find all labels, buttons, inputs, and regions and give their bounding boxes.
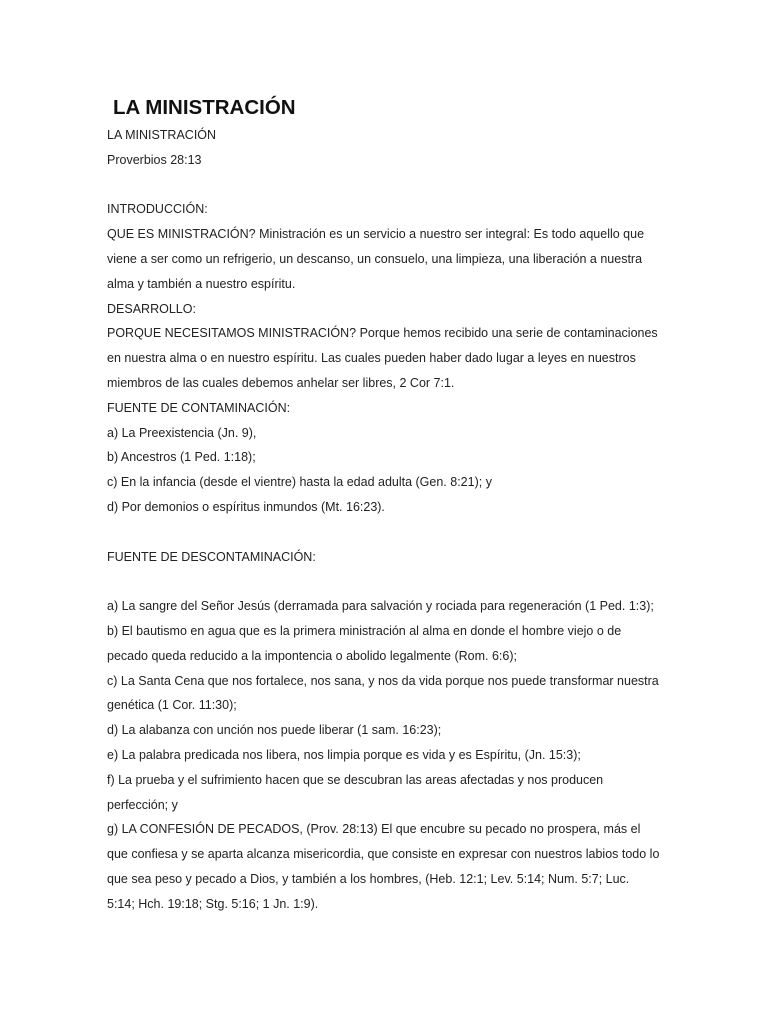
text-line: QUE ES MINISTRACIÓN? Ministración es un servicio a nuestro ser integral: Es todo aquello que [107, 227, 645, 242]
text-line: que sea peso y pecado a Dios, y también a los hombres, (Heb. 12:1; Lev. 5:14; Num. 5:7; Luc. [107, 871, 630, 886]
text-line: d) La alabanza con unción nos puede liberar (1 sam. 16:23); [107, 723, 442, 738]
text-line: alma y también a nuestro espíritu. [107, 276, 296, 291]
text-line: pecado queda reducido a la impontencia o abolido legalmente (Rom. 6:6); [107, 648, 517, 663]
text-line: DESARROLLO: [107, 301, 196, 316]
text-line: a) La sangre del Señor Jesús (derramada para salvación y rociada para regeneración (1 Ped. 1:3); [107, 599, 654, 614]
text-line: INTRODUCCIÓN: [107, 202, 208, 217]
text-line: genética (1 Cor. 11:30); [107, 698, 237, 713]
blank-line [107, 569, 667, 594]
text-line: Proverbios 28:13 [107, 152, 202, 167]
text-line: en nuestra alma o en nuestro espíritu. Las cuales pueden haber dado lugar a leyes en nuestros [107, 351, 636, 366]
text-line: que confiesa y se aparta alcanza misericordia, que consiste en expresar con nuestros labios todo lo [107, 847, 660, 862]
text-line: e) La palabra predicada nos libera, nos limpia porque es vida y es Espíritu, (Jn. 15:3); [107, 747, 581, 762]
text-line: f) La prueba y el sufrimiento hacen que se descubran las areas afectadas y nos producen [107, 772, 604, 787]
text-line: d) Por demonios o espíritus inmundos (Mt. 16:23). [107, 499, 385, 514]
text-line: 5:14; Hch. 19:18; Stg. 5:16; 1 Jn. 1:9). [107, 896, 319, 911]
text-line: b) Ancestros (1 Ped. 1:18); [107, 450, 256, 465]
document-body [107, 123, 667, 917]
text-line: PORQUE NECESITAMOS MINISTRACIÓN? Porque hemos recibido una serie de contaminaciones [107, 326, 658, 341]
document-title: LA MINISTRACIÓN [113, 96, 296, 119]
text-line: c) La Santa Cena que nos fortalece, nos sana, y nos da vida porque nos puede transformar nuestra [107, 673, 659, 688]
text-line: b) El bautismo en agua que es la primera ministración al alma en donde el hombre viejo o de [107, 623, 622, 638]
text-line: g) LA CONFESIÓN DE PECADOS, (Prov. 28:13) El que encubre su pecado no prospera, más el [107, 822, 641, 837]
text-line: miembros de las cuales debemos anhelar ser libres, 2 Cor 7:1. [107, 375, 455, 390]
text-line: a) La Preexistencia (Jn. 9), [107, 425, 257, 440]
text-line: viene a ser como un refrigerio, un descanso, un consuelo, una limpieza, una liberación a nuestra [107, 251, 643, 266]
text-line: LA MINISTRACIÓN [107, 128, 217, 142]
blank-line [107, 520, 667, 545]
blank-line [107, 173, 667, 198]
text-line: FUENTE DE DESCONTAMINACIÓN: [107, 549, 316, 564]
text-line: FUENTE DE CONTAMINACIÓN: [107, 400, 291, 415]
text-line: c) En la infancia (desde el vientre) hasta la edad adulta (Gen. 8:21); y [107, 475, 492, 490]
text-line: perfección; y [107, 797, 178, 812]
